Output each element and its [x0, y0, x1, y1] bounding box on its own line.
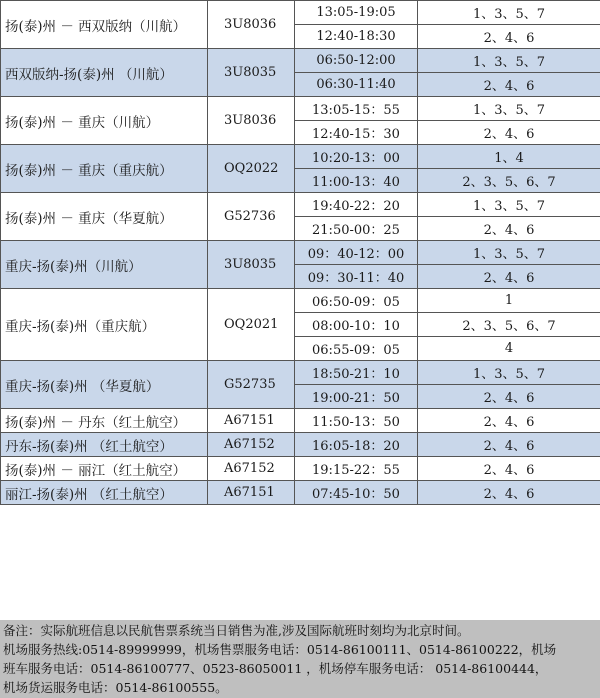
time-cell: 11:50-13：50 [295, 409, 418, 433]
table-row [1, 457, 600, 481]
route-cell: 扬(泰)州 － 西双版纳（川航） [1, 1, 208, 49]
route-cell: 扬(泰)州 － 重庆（重庆航） [1, 145, 208, 193]
table-row [1, 145, 600, 169]
time-cell: 19:00-21：50 [295, 385, 418, 409]
flight-number-cell: A67152 [208, 433, 295, 457]
route-cell: 丽江-扬(泰)州 （红土航空） [1, 481, 208, 505]
time-cell: 07:45-10：50 [295, 481, 418, 505]
days-cell: 1、3、5、7 [418, 361, 600, 385]
flight-number-cell: G52736 [208, 193, 295, 241]
route-cell: 扬(泰)州 － 重庆（华夏航） [1, 193, 208, 241]
days-cell: 2、4、6 [418, 433, 600, 457]
footer-note [0, 620, 600, 698]
days-cell: 1、3、5、7 [418, 97, 600, 121]
table-row [1, 361, 600, 385]
days-cell: 1 [418, 289, 600, 313]
time-cell: 11:00-13：40 [295, 169, 418, 193]
note-line-1: 备注：实际航班信息以民航售票系统当日销售为准,涉及国际航班时刻均为北京时间。 [3, 623, 470, 638]
days-cell: 4 [418, 337, 600, 361]
note-line-4: 机场货运服务电话：0514-86100555。 [3, 680, 228, 695]
note-line-3: 班车服务电话：0514-86100777、0523-86050011 ，机场停车服务电话： 0514-86100444， [3, 661, 548, 676]
route-cell: 重庆-扬(泰)州（川航） [1, 241, 208, 289]
flight-schedule-body [1, 1, 600, 505]
days-cell: 2、4、6 [418, 73, 600, 97]
time-cell: 13:05-15：55 [295, 97, 418, 121]
days-cell: 2、4、6 [418, 217, 600, 241]
table-row [1, 289, 600, 313]
time-cell: 13:05-19:05 [295, 1, 418, 25]
time-cell: 06:55-09：05 [295, 337, 418, 361]
days-cell: 2、3、5、6、7 [418, 169, 600, 193]
flight-number-cell: 3U8035 [208, 49, 295, 97]
days-cell: 2、4、6 [418, 457, 600, 481]
days-cell: 1、3、5、7 [418, 241, 600, 265]
route-cell: 西双版纳-扬(泰)州 （川航） [1, 49, 208, 97]
time-cell: 06:50-09：05 [295, 289, 418, 313]
flight-number-cell: OQ2021 [208, 289, 295, 361]
days-cell: 1、4 [418, 145, 600, 169]
time-cell: 12:40-15：30 [295, 121, 418, 145]
note-line-2: 机场服务热线:0514-89999999，机场售票服务电话：0514-86100111、0514-86100222，机场 [3, 642, 557, 657]
time-cell: 18:50-21：10 [295, 361, 418, 385]
time-cell: 19:40-22：20 [295, 193, 418, 217]
flight-number-cell: A67151 [208, 409, 295, 433]
route-cell: 扬(泰)州 － 重庆（川航） [1, 97, 208, 145]
route-cell: 重庆-扬(泰)州 （华夏航） [1, 361, 208, 409]
days-cell: 2、3、5、6、7 [418, 313, 600, 337]
route-cell: 扬(泰)州 － 丽江（红土航空） [1, 457, 208, 481]
time-cell: 10:20-13：00 [295, 145, 418, 169]
table-row [1, 49, 600, 73]
days-cell: 1、3、5、7 [418, 1, 600, 25]
time-cell: 16:05-18：20 [295, 433, 418, 457]
time-cell: 06:30-11:40 [295, 73, 418, 97]
route-cell: 重庆-扬(泰)州（重庆航） [1, 289, 208, 361]
time-cell: 09：30-11：40 [295, 265, 418, 289]
time-cell: 19:15-22：55 [295, 457, 418, 481]
table-row [1, 193, 600, 217]
flight-number-cell: G52735 [208, 361, 295, 409]
table-row [1, 241, 600, 265]
flight-number-cell: 3U8036 [208, 97, 295, 145]
table-row [1, 433, 600, 457]
days-cell: 2、4、6 [418, 121, 600, 145]
table-row [1, 409, 600, 433]
route-cell: 扬(泰)州 － 丹东（红土航空） [1, 409, 208, 433]
table-row [1, 97, 600, 121]
flight-number-cell: A67151 [208, 481, 295, 505]
days-cell: 1、3、5、7 [418, 49, 600, 73]
time-cell: 06:50-12:00 [295, 49, 418, 73]
flight-number-cell: 3U8035 [208, 241, 295, 289]
days-cell: 2、4、6 [418, 409, 600, 433]
days-cell: 2、4、6 [418, 25, 600, 49]
days-cell: 2、4、6 [418, 385, 600, 409]
days-cell: 1、3、5、7 [418, 193, 600, 217]
time-cell: 12:40-18:30 [295, 25, 418, 49]
time-cell: 08:00-10：10 [295, 313, 418, 337]
table-row [1, 1, 600, 25]
time-cell: 09：40-12：00 [295, 241, 418, 265]
table-row [1, 481, 600, 505]
days-cell: 2、4、6 [418, 265, 600, 289]
route-cell: 丹东-扬(泰)州 （红土航空） [1, 433, 208, 457]
flight-number-cell: 3U8036 [208, 1, 295, 49]
flight-number-cell: OQ2022 [208, 145, 295, 193]
time-cell: 21:50-00：25 [295, 217, 418, 241]
flight-number-cell: A67152 [208, 457, 295, 481]
days-cell: 2、4、6 [418, 481, 600, 505]
